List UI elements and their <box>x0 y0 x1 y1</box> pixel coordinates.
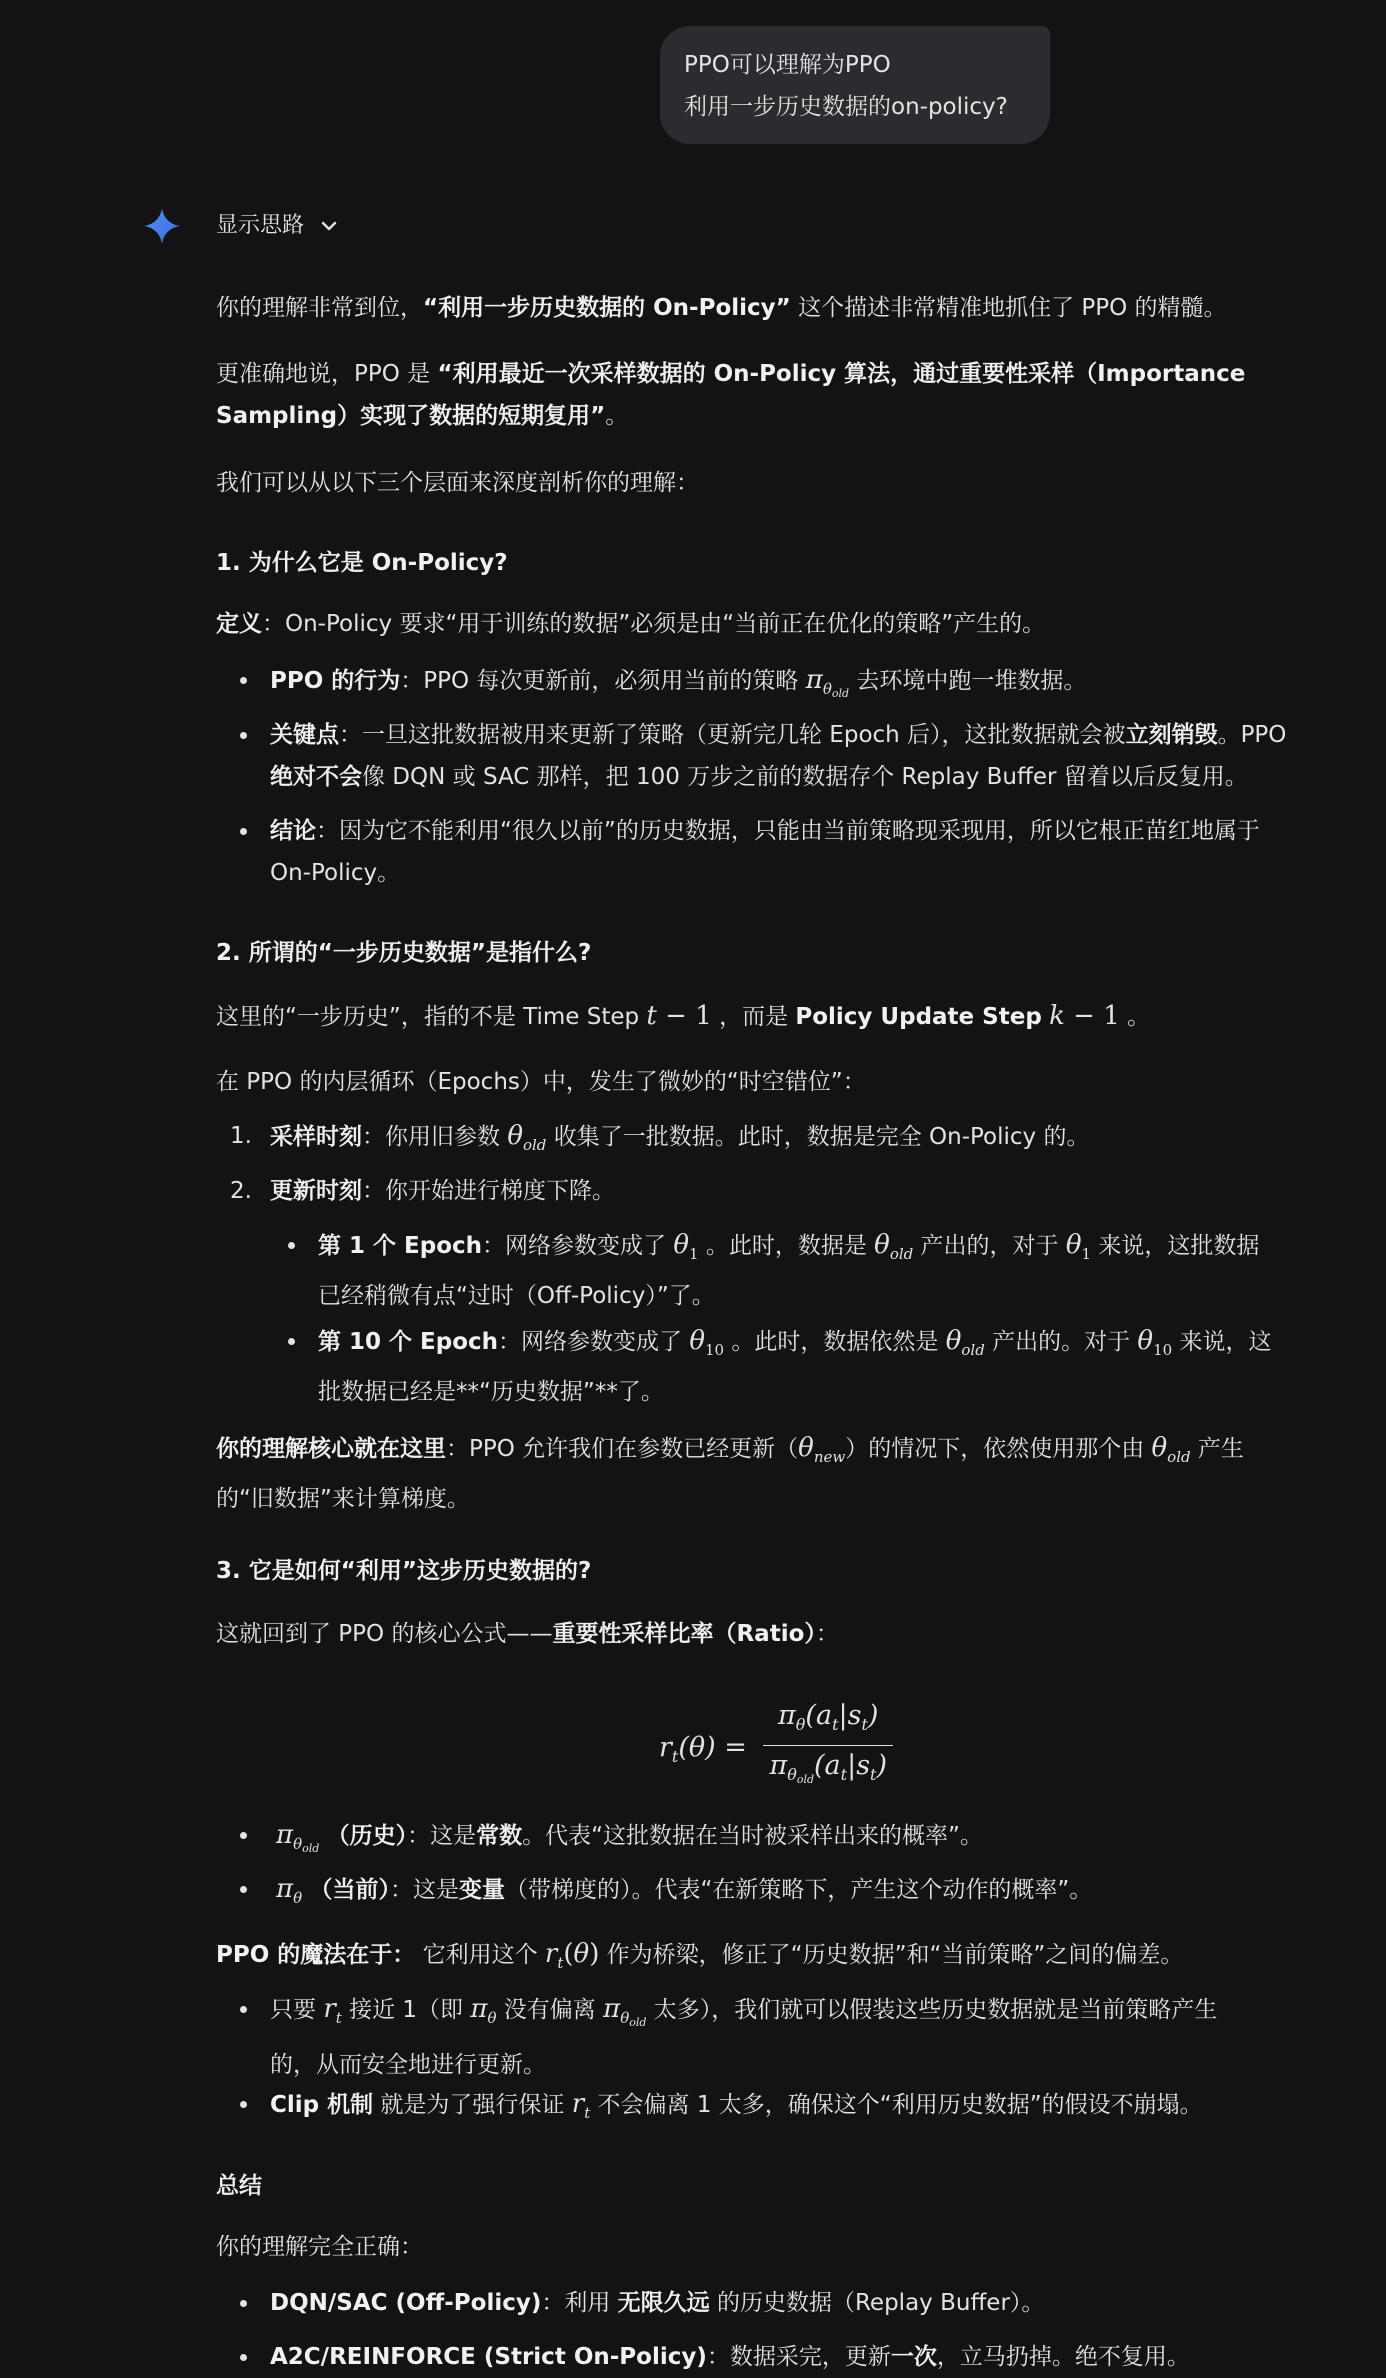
section-1-bullet-1: PPO 的行为：PPO 每次更新前，必须用当前的策略 $\pi_{\theta_{old}}$ 去环境中跑一堆数据。 <box>270 659 1386 715</box>
user-message-bubble <box>660 26 1050 144</box>
gemini-sparkle-icon <box>142 206 182 246</box>
section-2-paragraph-2: 在 PPO 的内层循环（Epochs）中，发生了微妙的“时空错位”： <box>216 1069 866 1095</box>
section-2-heading: 2. 所谓的“一步历史数据”是指什么? <box>216 940 592 966</box>
section-2-sub-bullet-2: 第 10 个 Epoch：网络参数变成了 $\theta_{10}$ 。此时，数据依然是 $\theta_{old}$ 产出的。对于 $\theta_{10}$ 来说，这 批数据已经是**“历史数据”**了。 <box>318 1320 1386 1413</box>
section-1-heading: 1. 为什么它是 On-Policy? <box>216 550 508 576</box>
summary-bullet-on-policy: A2C/REINFORCE (Strict On-Policy)：数据采完，更新一次，立马扔掉。绝不复用。 <box>270 2336 1386 2378</box>
show-thinking-toggle[interactable] <box>142 205 340 247</box>
section-3-bullet-pi-old: $\pi_{\theta_{old}}$ （历史）：这是常数。代表“这批数据在当时被采样出来的概率”。 <box>270 1814 1386 1870</box>
section-1-definition: 定义：On-Policy 要求“用于训练的数据”必须是由“当前正在优化的策略”产生的。 <box>216 611 1046 637</box>
intro-paragraph-2: 更准确地说，PPO 是 “利用最近一次采样数据的 On-Policy 算法，通过重要性采样（Importance Sampling）实现了数据的短期复用”。 <box>216 361 1246 429</box>
intro-paragraph-1: 你的理解非常到位，“利用一步历史数据的 On-Policy” 这个描述非常精准地抓住了 PPO 的精髓。 <box>216 295 1227 321</box>
chevron-down-icon <box>318 215 340 237</box>
section-3-bullet-pi-theta: $\pi_\theta$ （当前）：这是变量（带梯度的）。代表“在新策略下，产生这个动作的概率”。 <box>270 1868 1386 1919</box>
section-1-bullet-3: 结论：因为它不能利用“很久以前”的历史数据，只能由当前策略现采现用，所以它根正苗红地属于 On-Policy。 <box>270 810 1386 894</box>
summary-paragraph: 你的理解完全正确： <box>216 2234 423 2260</box>
user-message-line-1: PPO可以理解为PPO <box>684 52 891 78</box>
intro-paragraph-3: 我们可以从以下三个层面来深度剖析你的理解： <box>216 470 699 496</box>
ratio-formula: $r_t(\theta)$ = $\frac{\pi_\theta(a_t|s_t)}{\pi_{\theta_{old}}(a_t|s_t)}$ <box>216 1700 1336 1796</box>
section-3-condition-bullet: 只要 $r_t$ 接近 1（即 $\pi_\theta$ 没有偏离 $\pi_{\theta_{old}}$ 太多），我们就可以假装这些历史数据就是当前策略产生 的，从而安全地进行更新。 <box>270 1988 1386 2086</box>
section-3-paragraph-1: 这就回到了 PPO 的核心公式——重要性采样比率（Ratio）： <box>216 1621 839 1647</box>
section-2-paragraph-1: 这里的“一步历史”，指的不是 Time Step t − 1 ，而是 Policy Update Step k − 1 。 <box>216 1001 1151 1031</box>
section-2-core-insight: 你的理解核心就在这里：PPO 允许我们在参数已经更新$(\theta_{new})$的情况下，依然使用那个由 $\theta_{old}$ 产生 的“旧数据”来计算梯度。 <box>216 1433 1244 1512</box>
summary-bullet-off-policy: DQN/SAC (Off-Policy)：利用 无限久远 的历史数据（Replay Buffer）。 <box>270 2282 1386 2324</box>
section-3-magic: PPO 的魔法在于： 它利用这个 $r_t(\theta)$ 作为桥梁，修正了“历史数据”和“当前策略”之间的偏差。 <box>216 1939 1184 1972</box>
section-3-heading: 3. 它是如何“利用”这步历史数据的? <box>216 1558 592 1584</box>
section-1-bullet-2: 关键点：一旦这批数据被用来更新了策略（更新完几轮 Epoch 后），这批数据就会被立刻销毁。PPO 绝对不会像 DQN 或 SAC 那样，把 100 万步之前的数据存个 Replay Buffer 留着以后反复用。 <box>270 714 1386 798</box>
section-2-step-2: 2. 更新时刻：你开始进行梯度下降。 <box>230 1178 615 1204</box>
section-2-step-1: 1. 采样时刻：你用旧参数 $\theta_{old}$ 收集了一批数据。此时，数据是完全 On-Policy 的。 <box>230 1121 1090 1154</box>
user-message-line-2: 利用一步历史数据的on-policy? <box>684 94 1008 120</box>
summary-heading: 总结 <box>216 2173 262 2199</box>
section-3-clip-bullet: Clip 机制 就是为了强行保证 $r_t$ 不会偏离 1 太多，确保这个“利用历史数据”的假设不崩塌。 <box>270 2083 1386 2134</box>
section-2-sub-bullet-1: 第 1 个 Epoch：网络参数变成了 $\theta_1$ 。此时，数据是 $\theta_{old}$ 产出的，对于 $\theta_1$ 来说，这批数据 已经稍微有点“过时（Off-Policy）”了。 <box>318 1224 1386 1317</box>
show-thinking-label: 显示思路 <box>216 213 305 238</box>
